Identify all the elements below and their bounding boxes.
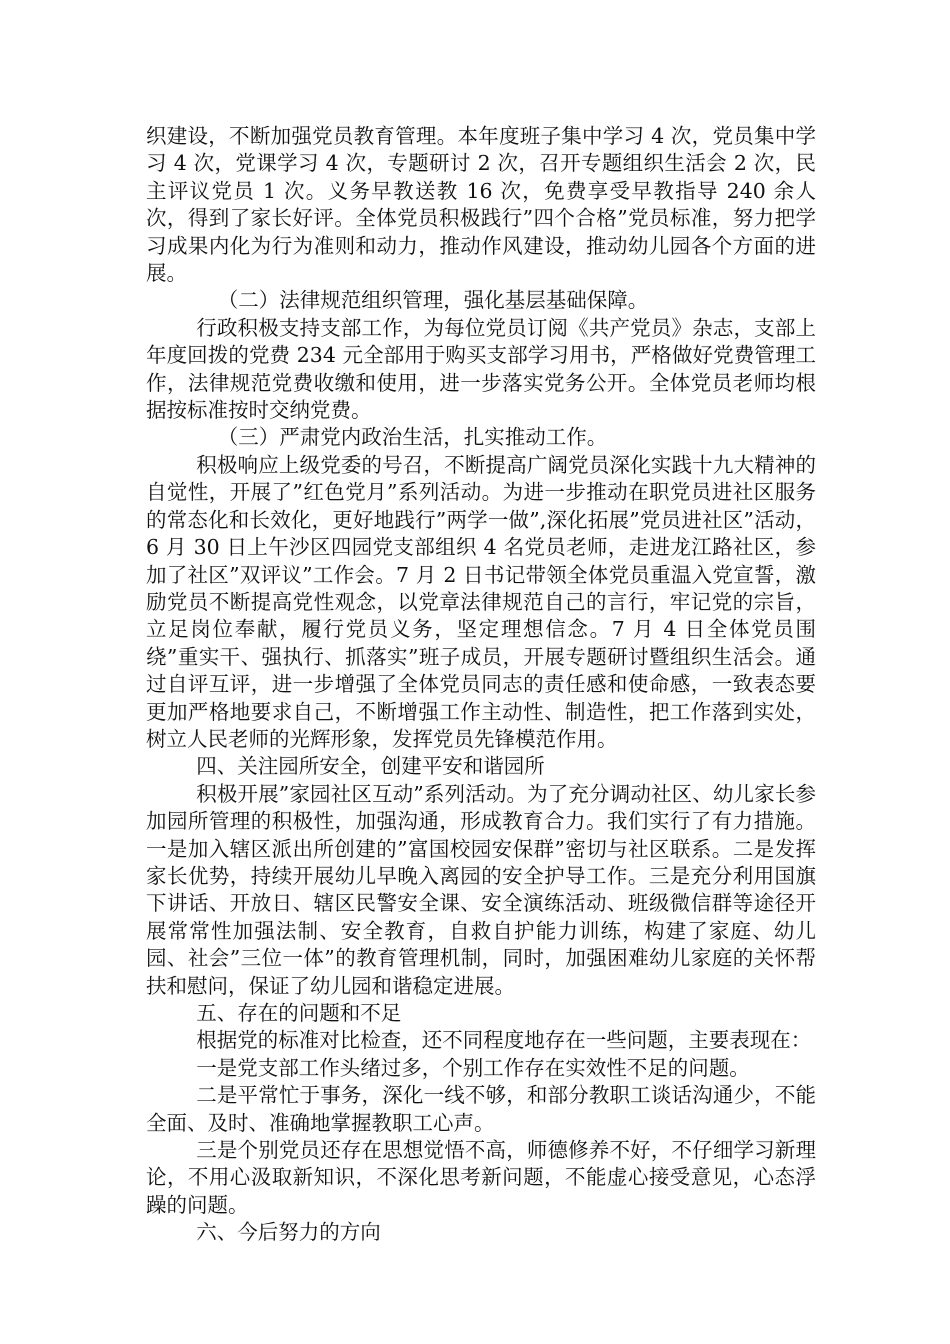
paragraph-problem-two: 二是平常忙于事务，深化一线不够，和部分教职工谈话沟通少，不能全面、及时、准确地掌握教职工心声。 <box>146 1083 816 1135</box>
paragraph-party-fees: 行政积极支持支部工作，为每位党员订阅《共产党员》杂志，支部上年度回拨的党费 234 元全部用于购买支部学习用书，严格做好党费管理工作，法律规范党费收缴和使用，进一步落实党务公开。全体党员老师均根据按标准按时交纳党费。 <box>146 315 816 423</box>
document-body <box>146 123 816 1247</box>
paragraph-problem-one: 一是党支部工作头绪过多，个别工作存在实效性不足的问题。 <box>196 1055 750 1080</box>
paragraph-problems-intro: 根据党的标准对比检查，还不同程度地存在一些问题，主要表现在： <box>196 1028 812 1053</box>
subheading-political-life: （三）严肃党内政治生活，扎实推动工作。 <box>217 425 608 450</box>
paragraph-problem-three: 三是个别党员还存在思想觉悟不高，师德修养不好，不仔细学习新理论，不用心汲取新知识，不深化思考新问题，不能虚心接受意见，心态浮躁的问题。 <box>146 1138 816 1217</box>
section-heading-safety: 四、关注园所安全，创建平安和谐园所 <box>196 754 545 779</box>
section-heading-problems: 五、存在的问题和不足 <box>196 1001 402 1025</box>
section-heading-future-direction: 六、今后努力的方向 <box>196 1220 381 1245</box>
paragraph-red-party-month: 积极响应上级党委的号召，不断提高广阔党员深化实践十九大精神的自觉性，开展了”红色党月”系列活动。为进一步推动在职党员进社区服务的常态化和长效化，更好地践行”两学一做”,深化拓展”党员进社区”活动，6 月 30 日上午沙区四园党支部组织 4 名党员老师，走进龙江路社区，参加了社区”双评议”工作会。7 月 2 日书记带领全体党员重温入党宣誓，激励党员不断提高党性观念，以党章法律规范自己的言行，牢记党的宗旨，立足岗位奉献，履行党员义务，坚定理想信念。7 月 4 日全体党员围绕”重实干、强执行、抓落实”班子成员，开展专题研讨暨组织生活会。通过自评互评，进一步增强了全体党员同志的责任感和使命感，一致表态要更加严格地要求自己，不断增强工作主动性、制造性，把工作落到实处，树立人民老师的光辉形象，发挥党员先锋模范作用。 <box>146 452 816 751</box>
paragraph-party-education: 织建设，不断加强党员教育管理。本年度班子集中学习 4 次，党员集中学习 4 次，党课学习 4 次，专题研讨 2 次，召开专题组织生活会 2 次，民主评议党员 1 次。义务早教送教 16 次，免费享受早教指导 240 余人次，得到了家长好评。全体党员积极践行”四个合格”党员标准，努力把学习成果内化为行为准则和动力，推动作风建设，推动幼儿园各个方面的进展。 <box>146 124 816 286</box>
paragraph-community-interaction: 积极开展”家园社区互动”系列活动。为了充分调动社区、幼儿家长参加园所管理的积极性，加强沟通，形成教育合力。我们实行了有力措施。一是加入辖区派出所创建的”富国校园安保群”密切与社区联系。二是发挥家长优势，持续开展幼儿早晚入离园的安全护导工作。三是充分利用国旗下讲话、开放日、辖区民警安全课、安全演练活动、班级微信群等途径开展常常性加强法制、安全教育，自救自护能力训练，构建了家庭、幼儿园、社会”三位一体”的教育管理机制，同时，加强困难幼儿家庭的关怀帮扶和慰问，保证了幼儿园和谐稳定进展。 <box>146 781 816 998</box>
subheading-organization-management: （二）法律规范组织管理，强化基层基础保障。 <box>217 288 649 313</box>
